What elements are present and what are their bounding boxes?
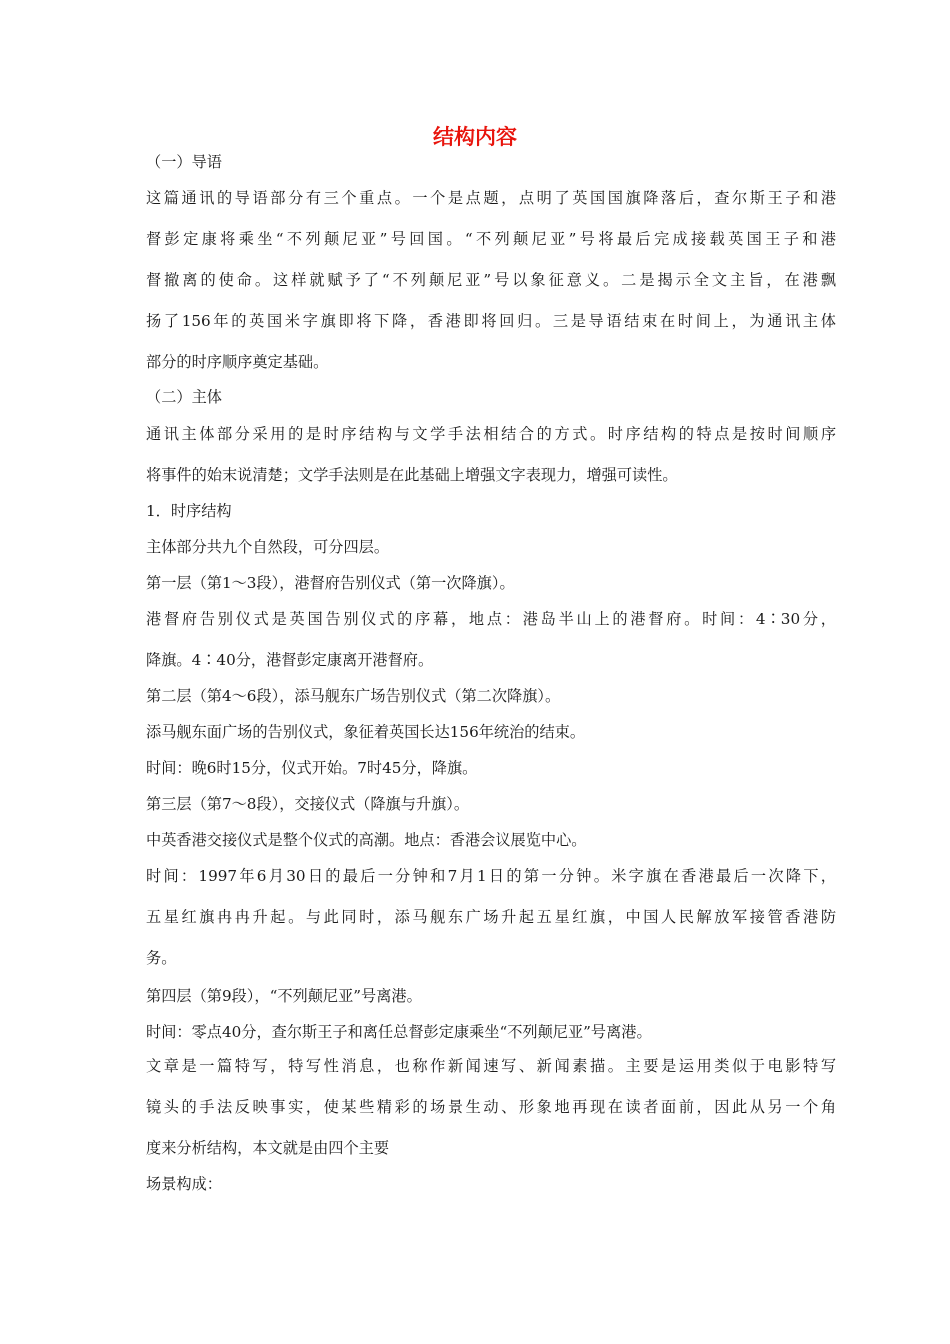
paragraph-line: 务。: [146, 949, 177, 967]
paragraph-line: 场景构成：: [146, 1175, 222, 1193]
subsection-heading: 1．时序结构: [146, 502, 232, 520]
paragraph-line: 中英香港交接仪式是整个仪式的高潮。地点：香港会议展览中心。: [146, 831, 587, 849]
section-heading-lead: （一）导语: [146, 153, 222, 171]
paragraph-line: 督彭定康将乘坐“不列颠尼亚”号回国。“不列颠尼亚”号将最后完成接载英国王子和港: [146, 230, 836, 248]
paragraph-line: 第四层（第9段），“不列颠尼亚”号离港。: [146, 987, 422, 1005]
paragraph-line: 镜头的手法反映事实，使某些精彩的场景生动、形象地再现在读者面前，因此从另一个角: [146, 1098, 836, 1116]
paragraph-line: 时间：晚6时15分，仪式开始。7时45分，降旗。: [146, 759, 478, 777]
paragraph-line: 添马舰东面广场的告别仪式，象征着英国长达156年统治的结束。: [146, 723, 586, 741]
document-title: 结构内容: [433, 125, 517, 149]
paragraph-line: 第一层（第1～3段），港督府告别仪式（第一次降旗）。: [146, 574, 515, 592]
paragraph-line: 主体部分共九个自然段，可分四层。: [146, 538, 389, 556]
paragraph-line: 五星红旗冉冉升起。与此同时，添马舰东广场升起五星红旗，中国人民解放军接管香港防: [146, 908, 836, 926]
paragraph-line: 时间：1997年6月30日的最后一分钟和7月1日的第一分钟。米字旗在香港最后一次降下，: [146, 867, 836, 885]
paragraph-line: 这篇通讯的导语部分有三个重点。一个是点题，点明了英国国旗降落后，查尔斯王子和港: [146, 189, 836, 207]
paragraph-line: 部分的时序顺序奠定基础。: [146, 353, 329, 371]
paragraph-line: 文章是一篇特写，特写性消息，也称作新闻速写、新闻素描。主要是运用类似于电影特写: [146, 1057, 836, 1075]
paragraph-line: 将事件的始末说清楚；文学手法则是在此基础上增强文字表现力，增强可读性。: [146, 466, 678, 484]
paragraph-line: 第三层（第7～8段），交接仪式（降旗与升旗）。: [146, 795, 470, 813]
paragraph-line: 通讯主体部分采用的是时序结构与文学手法相结合的方式。时序结构的特点是按时间顺序: [146, 425, 836, 443]
section-heading-body: （二）主体: [146, 388, 222, 406]
paragraph-line: 第二层（第4～6段），添马舰东广场告别仪式（第二次降旗）。: [146, 687, 561, 705]
paragraph-line: 督撤离的使命。这样就赋予了“不列颠尼亚”号以象征意义。二是揭示全文主旨，在港飘: [146, 271, 836, 289]
paragraph-line: 港督府告别仪式是英国告别仪式的序幕，地点：港岛半山上的港督府。时间：4∶30分，: [146, 610, 836, 628]
paragraph-line: 时间：零点40分，查尔斯王子和离任总督彭定康乘坐“不列颠尼亚”号离港。: [146, 1023, 652, 1041]
paragraph-line: 降旗。4∶40分，港督彭定康离开港督府。: [146, 651, 434, 669]
paragraph-line: 扬了156年的英国米字旗即将下降，香港即将回归。三是导语结束在时间上，为通讯主体: [146, 312, 836, 330]
paragraph-line: 度来分析结构，本文就是由四个主要: [146, 1139, 389, 1157]
